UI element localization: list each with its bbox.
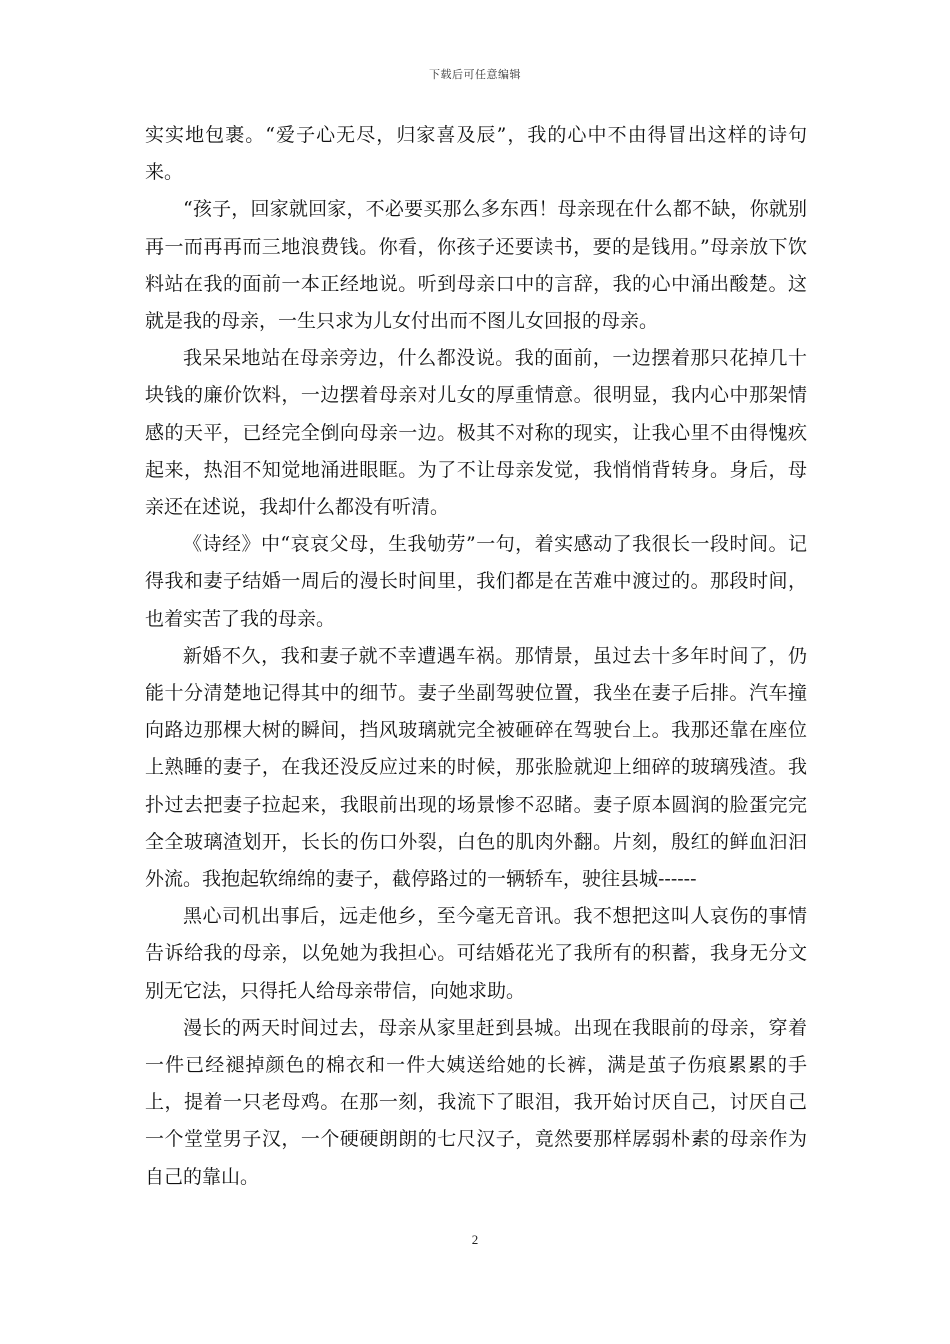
document-body (145, 117, 807, 1196)
paragraph: “孩子，回家就回家，不必要买那么多东西！母亲现在什么都不缺，你就别再一而再再而三地浪费钱。你看，你孩子还要读书，要的是钱用。”母亲放下饮料站在我的面前一本正经地说。听到母亲口中的言辞，我的心中涌出酸楚。这就是我的母亲，一生只求为儿女付出而不图儿女回报的母亲。 (145, 198, 807, 333)
paragraph: 黑心司机出事后，远走他乡，至今毫无音讯。我不想把这叫人哀伤的事情告诉给我的母亲，以免她为我担心。可结婚花光了我所有的积蓄，我身无分文别无它法，只得托人给母亲带信，向她求助。 (145, 905, 807, 1002)
page-number: 2 (471, 1232, 479, 1247)
page-header: 下载后可任意编辑 (429, 68, 521, 81)
paragraph: 漫长的两天时间过去，母亲从家里赶到县城。出现在我眼前的母亲，穿着一件已经褪掉颜色的棉衣和一件大姨送给她的长裤，满是茧子伤痕累累的手上，提着一只老母鸡。在那一刻，我流下了眼泪，我开始讨厌自己，讨厌自己一个堂堂男子汉，一个硬硬朗朗的七尺汉子，竟然要那样孱弱朴素的母亲作为自己的靠山。 (145, 1016, 807, 1188)
paragraph: 《诗经》中“哀哀父母，生我劬劳”一句，着实感动了我很长一段时间。记得我和妻子结婚一周后的漫长时间里，我们都是在苦难中渡过的。那段时间，也着实苦了我的母亲。 (145, 533, 807, 630)
paragraph: 新婚不久，我和妻子就不幸遭遇车祸。那情景，虽过去十多年时间了，仍能十分清楚地记得其中的细节。妻子坐副驾驶位置，我坐在妻子后排。汽车撞向路边那棵大树的瞬间，挡风玻璃就完全被砸碎在驾驶台上。我那还靠在座位上熟睡的妻子，在我还没反应过来的时候，那张脸就迎上细碎的玻璃残渣。我扑过去把妻子拉起来，我眼前出现的场景惨不忍睹。妻子原本圆润的脸蛋完完全全玻璃渣划开，长长的伤口外裂，白色的肌肉外翻。片刻，殷红的鲜血汩汩外流。我抱起软绵绵的妻子，截停路过的一辆轿车，驶往县城------ (145, 644, 807, 891)
paragraph-continuation: 实实地包裹。“爱子心无尽，归家喜及辰”，我的心中不由得冒出这样的诗句来。 (145, 124, 807, 184)
paragraph: 我呆呆地站在母亲旁边，什么都没说。我的面前，一边摆着那只花掉几十块钱的廉价饮料，一边摆着母亲对儿女的厚重情意。很明显，我内心中那架情感的天平，已经完全倒向母亲一边。极其不对称的现实，让我心里不由得愧疚起来，热泪不知觉地涌进眼眶。为了不让母亲发觉，我悄悄背转身。身后，母亲还在述说，我却什么都没有听清。 (145, 347, 807, 519)
